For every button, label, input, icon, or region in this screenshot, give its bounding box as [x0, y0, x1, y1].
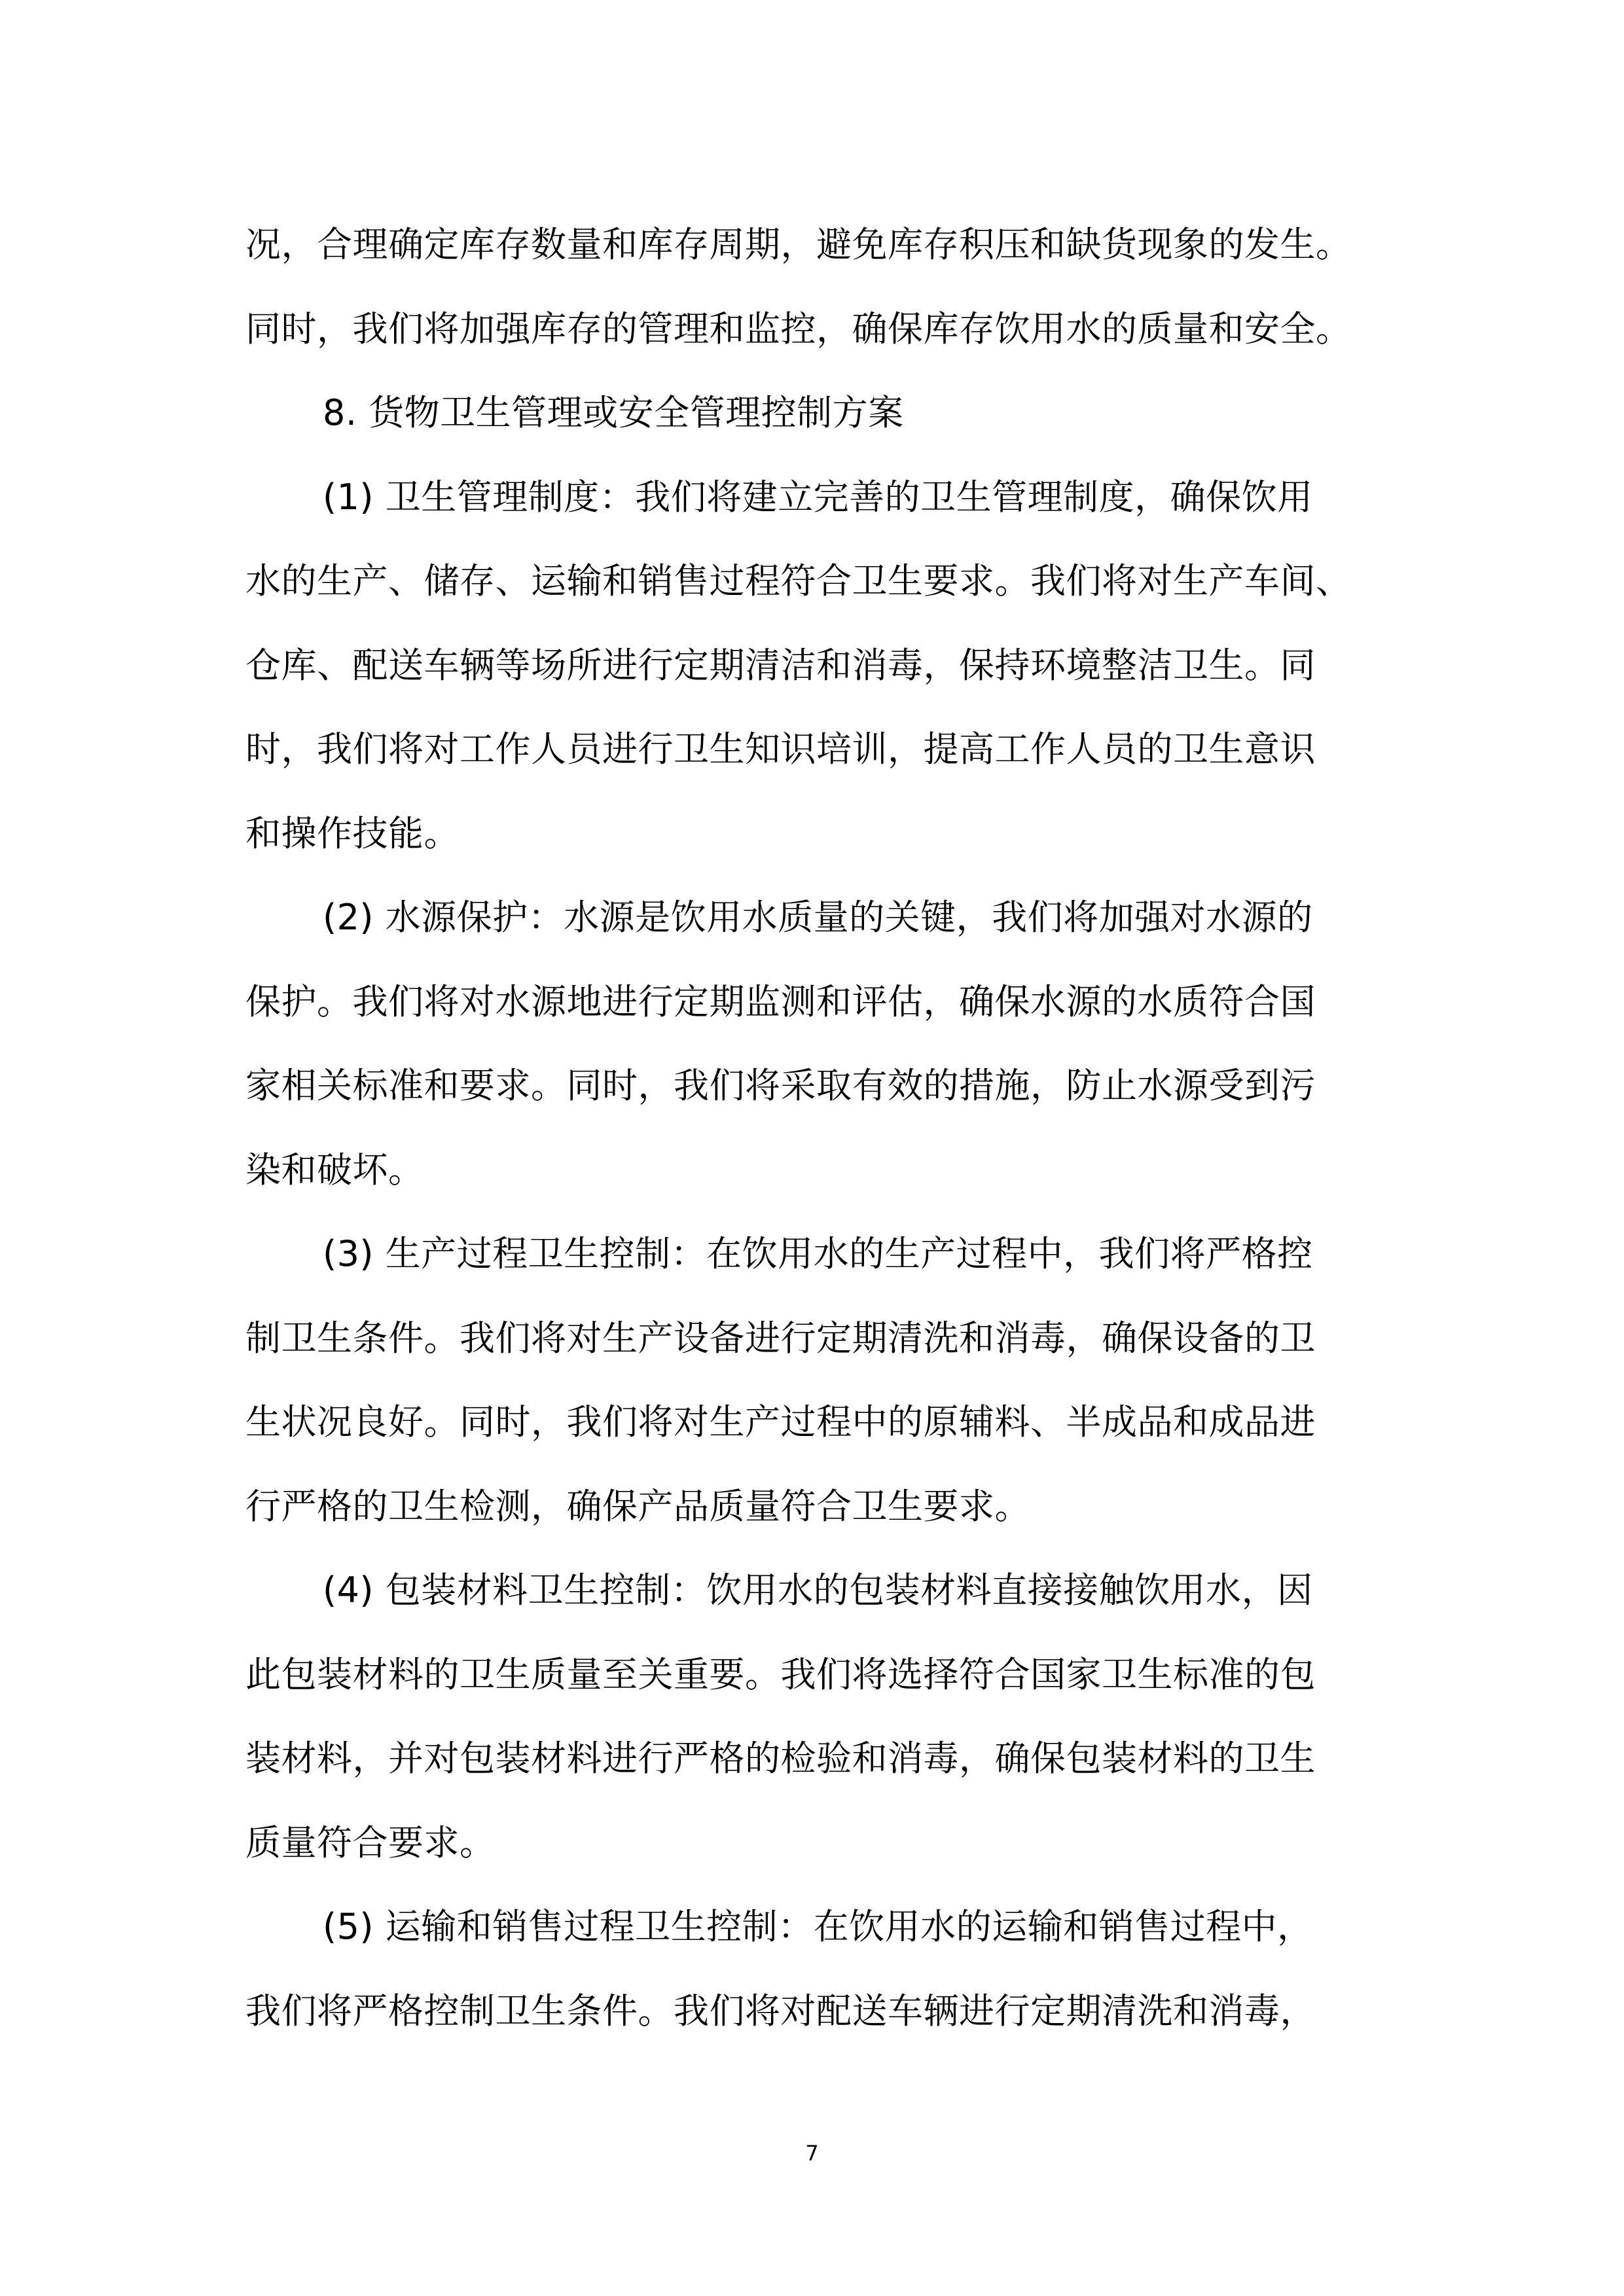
paragraph-start: (2) 水源保护：水源是饮用水质量的关键，我们将加强对水源的: [323, 897, 1313, 938]
section-heading: 8. 货物卫生管理或安全管理控制方案: [323, 392, 904, 433]
text-line: 和操作技能。: [245, 812, 460, 854]
page-number: 7: [805, 2141, 819, 2166]
paragraph-start: (5) 运输和销售过程卫生控制：在饮用水的运输和销售过程中，: [323, 1906, 1313, 1947]
paragraph-start: (4) 包装材料卫生控制：饮用水的包装材料直接接触饮用水，因: [323, 1570, 1313, 1611]
text-line: 况，合理确定库存数量和库存周期，避免库存积压和缺货现象的发生。: [245, 224, 1352, 265]
text-line: 家相关标准和要求。同时，我们将采取有效的措施，防止水源受到污: [245, 1065, 1316, 1106]
text-line: 水的生产、储存、运输和销售过程符合卫生要求。我们将对生产车间、: [245, 560, 1352, 601]
text-line: 此包装材料的卫生质量至关重要。我们将选择符合国家卫生标准的包: [245, 1653, 1316, 1695]
paragraph-start: (3) 生产过程卫生控制：在饮用水的生产过程中，我们将严格控: [323, 1233, 1313, 1274]
text-line: 仓库、配送车辆等场所进行定期清洁和消毒，保持环境整洁卫生。同: [245, 644, 1316, 686]
text-line: 装材料，并对包装材料进行严格的检验和消毒，确保包装材料的卫生: [245, 1738, 1316, 1779]
text-line: 同时，我们将加强库存的管理和监控，确保库存饮用水的质量和安全。: [245, 308, 1352, 350]
text-line: 制卫生条件。我们将对生产设备进行定期清洗和消毒，确保设备的卫: [245, 1317, 1316, 1359]
text-line: 时，我们将对工作人员进行卫生知识培训，提高工作人员的卫生意识: [245, 728, 1316, 770]
document-body: [245, 203, 1384, 2053]
text-line: 行严格的卫生检测，确保产品质量符合卫生要求。: [245, 1485, 1030, 1527]
paragraph-start: (1) 卫生管理制度：我们将建立完善的卫生管理制度，确保饮用: [323, 476, 1313, 518]
text-line: 质量符合要求。: [245, 1821, 496, 1863]
text-line: 染和破坏。: [245, 1149, 424, 1191]
text-line: 生状况良好。同时，我们将对生产过程中的原辅料、半成品和成品进: [245, 1401, 1316, 1443]
text-line: 保护。我们将对水源地进行定期监测和评估，确保水源的水质符合国: [245, 980, 1316, 1022]
text-line: 我们将严格控制卫生条件。我们将对配送车辆进行定期清洗和消毒，: [245, 1990, 1316, 2032]
